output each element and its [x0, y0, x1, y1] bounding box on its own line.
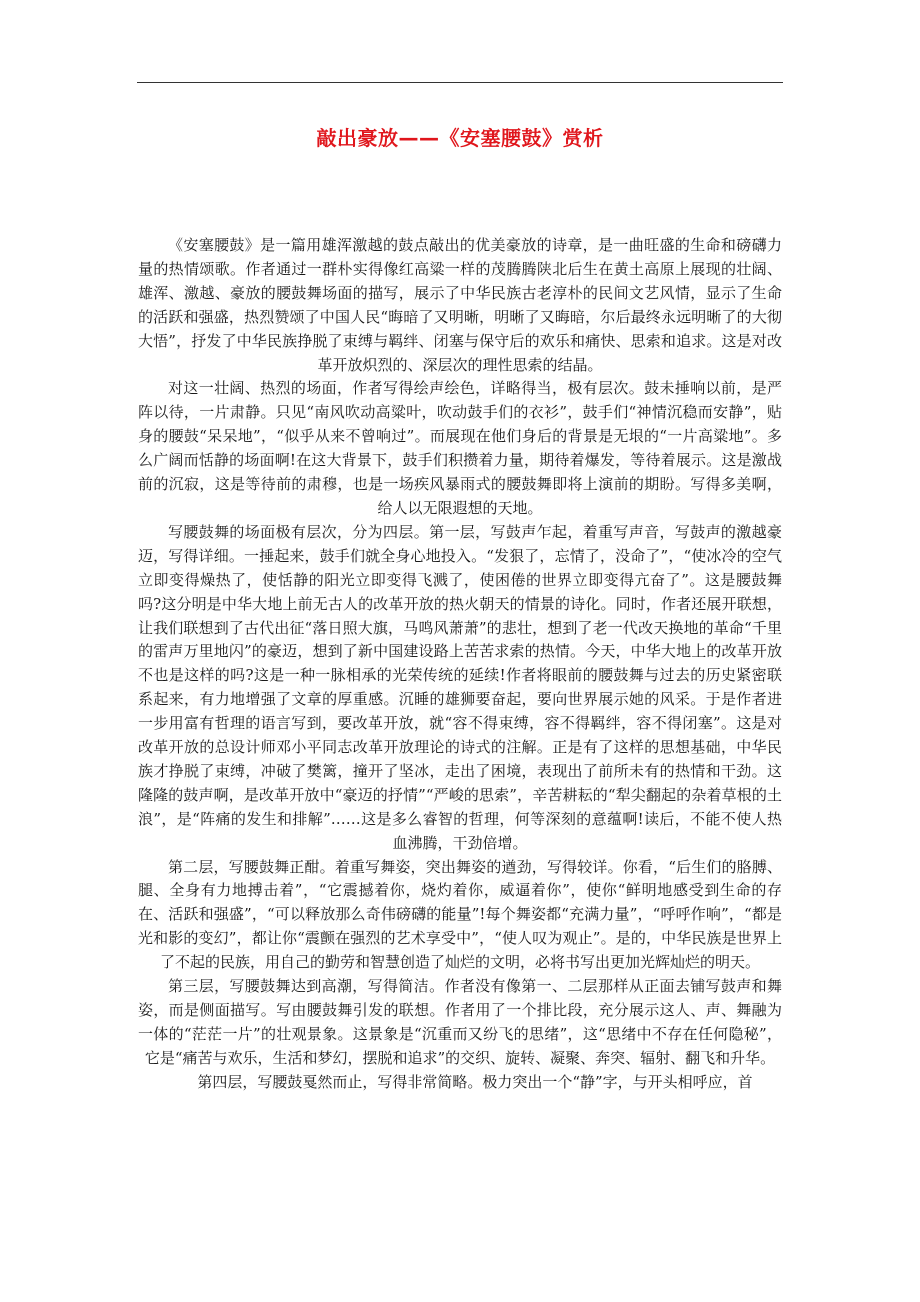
header-rule	[137, 82, 783, 83]
paragraph-layer-one: 写腰鼓舞的场面极有层次，分为四层。第一层，写鼓声乍起，着重写声音，写鼓声的激越豪迈，写得详细。一捶起来，鼓手们就全身心地投入。“发狠了，忘情了，没命了”，“使冰冷的空气立即变得燥热了，使恬静的阳光立即变得飞溅了，使困倦的世界立即变得亢奋了”。这是腰鼓舞吗?这分明是中华大地上前无古人的改革开放的热火朝天的情景的诗化。同时，作者还展开联想，让我们联想到了古代出征“落日照大旗，马鸣风萧萧”的悲壮，想到了老一代改天换地的革命“千里的雷声万里地闪”的豪迈，想到了新中国建设路上苦苦求索的热情。今天，中华大地上的改革开放不也是这样的吗?这是一种一脉相承的光荣传统的延续!作者将眼前的腰鼓舞与过去的历史紧密联系起来，有力地增强了文章的厚重感。沉睡的雄狮要奋起，要向世界展示她的风采。于是作者进一步用富有哲理的语言写到，要改革开放，就“容不得束缚，容不得羁绊，容不得闭塞”。这是对改革开放的总设计师邓小平同志改革开放理论的诗式的注解。正是有了这样的思想基础，中华民族才挣脱了束缚，冲破了樊篱，撞开了坚冰，走出了困境，表现出了前所未有的热情和干劲。这隆隆的鼓声啊，是改革开放中“豪迈的抒情”“严峻的思索”，辛苦耕耘的“犁尖翻起的杂着草根的土浪”，是“阵痛的发生和排解”……这是多么睿智的哲理，何等深刻的意蕴啊!读后，不能不使人热血沸腾，干劲倍增。	[138, 522, 782, 852]
paragraph-layer-two: 第二层，写腰鼓舞正酣。着重写舞姿，突出舞姿的遒劲，写得较详。你看，“后生们的胳膊、腿、全身有力地搏击着”，“它震撼着你，烧灼着你，威逼着你”，使你“鲜明地感受到生命的存在、活跃和强盛”，“可以释放那么奇伟磅礴的能量”!每个舞姿都“充满力量”，“呼呼作响”，“都是光和影的变幻”，都让你“震颤在强烈的艺术享受中”，“使人叹为观止”。是的，中华民族是世界上了不起的民族，用自己的勤劳和智慧创造了灿烂的文明，必将书写出更加光辉灿烂的明天。	[138, 857, 782, 972]
paragraph-layer-four: 第四层，写腰鼓戛然而止，写得非常简略。极力突出一个“静”字，与开头相呼应，首	[197, 1072, 753, 1091]
paragraph-intro: 《安塞腰鼓》是一篇用雄浑激越的鼓点敲出的优美豪放的诗章，是一曲旺盛的生命和磅礴力量的热情颂歌。作者通过一群朴实得像红高粱一样的茂腾腾陕北后生在黄土高原上展现的壮阔、雄浑、激越、豪放的腰鼓舞场面的描写，展示了中华民族古老淳朴的民间文艺风情，显示了生命的活跃和强盛，热烈赞颂了中国人民“晦暗了又明晰，明晰了又晦暗，尔后最终永远明晰了的大彻大悟”，抒发了中华民族挣脱了束缚与羁绊、闭塞与保守后的欢乐和痛快、思索和追求。这是对改革开放炽烈的、深层次的理性思索的结晶。	[138, 236, 782, 374]
paragraph-scene: 对这一壮阔、热烈的场面，作者写得绘声绘色，详略得当，极有层次。鼓未捶响以前，是严阵以待，一片肃静。只见“南风吹动高粱叶，吹动鼓手们的衣衫”，鼓手们“神情沉稳而安静”，贴身的腰鼓“呆呆地”，“似乎从来不曾响过”。而展现在他们身后的背景是无垠的“一片高粱地”。多么广阔而恬静的场面啊!在这大背景下，鼓手们积攒着力量，期待着爆发，等待着展示。这是激战前的沉寂，这是等待前的肃穆，也是一场疾风暴雨式的腰鼓舞即将上演前的期盼。写得多美啊，给人以无限遐想的天地。	[138, 379, 782, 517]
article-body	[138, 234, 782, 1095]
article-title: 敲出豪放——《安塞腰鼓》赏析	[316, 126, 604, 150]
paragraph-layer-three: 第三层，写腰鼓舞达到高潮，写得简洁。作者没有像第一、二层那样从正面去铺写鼓声和舞姿，而是侧面描写。写由腰鼓舞引发的联想。作者用了一个排比段，充分展示这人、声、舞融为一体的“茫茫一片”的壮观景象。这景象是“沉重而又纷飞的思绪”，这“思绪中不存在任何隐秘”，它是“痛苦与欢乐，生活和梦幻，摆脱和追求”的交织、旋转、凝聚、奔突、辐射、翻飞和升华。	[138, 977, 782, 1067]
